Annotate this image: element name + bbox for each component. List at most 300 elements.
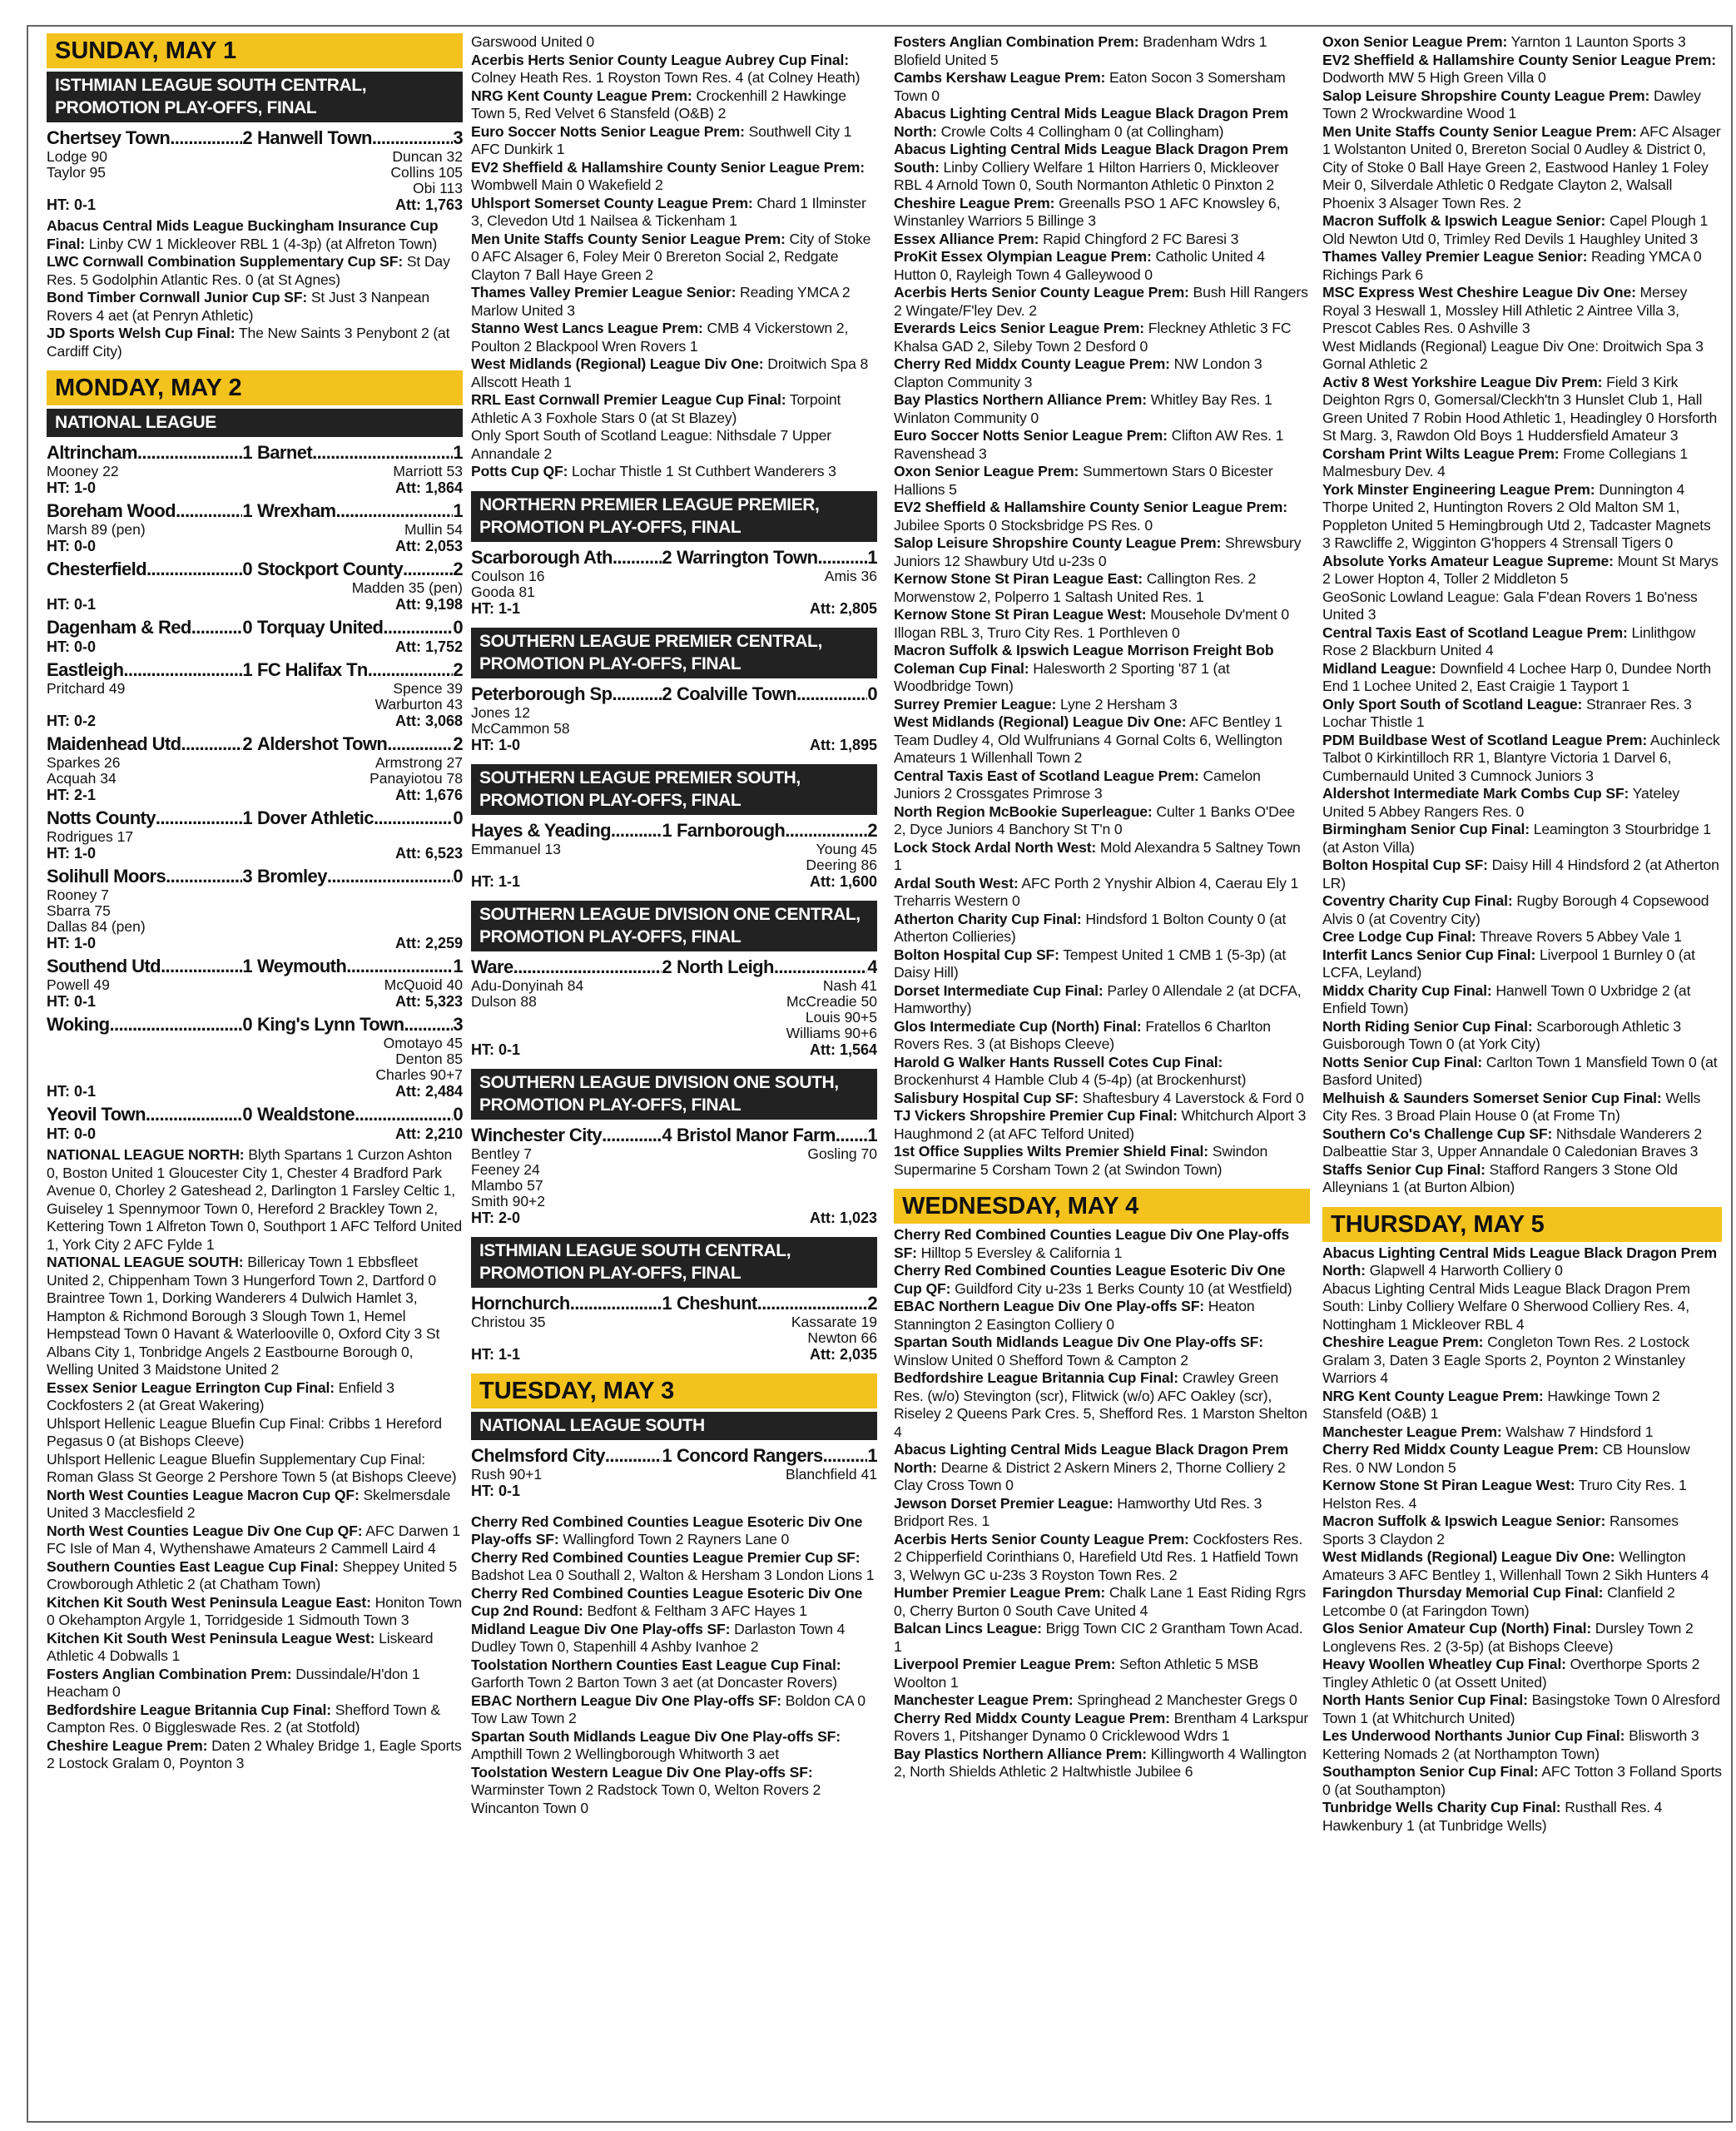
competition-name: Cherry Red Combined Counties League Premier Cup SF:	[471, 1548, 861, 1566]
half-time-score: HT: 1-1	[471, 872, 521, 890]
match-footer	[47, 196, 463, 214]
match-result	[471, 820, 877, 891]
result-text: Tempest United 1 CMB 1 (5-3p) (at Daisy Hill)	[894, 946, 1287, 981]
result-entry	[894, 427, 1310, 463]
result-text: Badshot Lea 0 Southall 2, Walton & Hersham 3 London Lions 1	[471, 1567, 875, 1583]
scorer: Marsh 89 (pen)	[47, 521, 146, 538]
competition-name: Aldershot Intermediate Mark Combs Cup SF:	[1322, 785, 1629, 802]
result-text: Swindon Supermarine 5 Corsham Town 2 (at Swindon Town)	[894, 1143, 1268, 1178]
match-footer	[47, 935, 463, 952]
competition-name: EV2 Sheffield & Hallamshire County Senior League Prem:	[471, 158, 865, 176]
result-text: Nithsdale Wanderers 2 Dalbeattie Star 3, Upper Annandale 0 Caledonian Braves 3	[1322, 1125, 1703, 1160]
home-team	[47, 442, 257, 464]
scoreline	[47, 807, 463, 829]
away-team-name: Bristol Manor Farm	[677, 1124, 836, 1145]
leader-dots	[513, 956, 662, 978]
result-text: Winslow United 0 Shefford Town & Campton 2	[894, 1351, 1188, 1369]
match-footer	[471, 1346, 877, 1364]
leader-dots	[327, 866, 454, 887]
competition-name: Abacus Lighting Central Mids League Black Dragon Prem North:	[894, 1441, 1289, 1476]
scoreline	[47, 1104, 463, 1125]
result-entry	[47, 1630, 463, 1666]
result-entry	[471, 159, 877, 195]
result-entry	[894, 1107, 1310, 1143]
scorer: Amis 36	[824, 567, 877, 584]
result-entry	[1322, 928, 1722, 946]
result-text: Blisworth 3 Kettering Nomads 2 (at Northampton Town)	[1322, 1727, 1699, 1762]
competition-name: EV2 Sheffield & Hallamshire County Senior League Prem:	[1322, 51, 1716, 68]
result-entry	[1322, 589, 1722, 624]
home-scorers	[47, 829, 255, 845]
section-heading	[471, 628, 877, 678]
scorers	[47, 977, 463, 993]
away-team-name: North Leigh	[677, 956, 774, 977]
scoreline	[47, 1014, 463, 1036]
competition-name: Abacus Lighting Central Mids League Black Dragon Prem North:	[894, 105, 1289, 140]
half-time-score: HT: 0-0	[47, 1125, 97, 1142]
result-text: Colney Heath Res. 1 Royston Town Res. 4 (at Colney Heath)	[471, 69, 861, 86]
scorer: Deering 86	[806, 856, 877, 873]
result-entry	[1322, 1090, 1722, 1125]
home-team	[471, 956, 677, 978]
competition-name: Stanno West Lancs League Prem:	[471, 320, 703, 336]
competition-name: Men Unite Staffs County Senior League Prem:	[471, 230, 786, 247]
home-scorers	[47, 149, 255, 196]
result-entry	[1322, 1244, 1722, 1280]
competition-name: RRL East Cornwall Premier League Cup Final:	[471, 391, 786, 408]
result-text: Garswood United 0	[471, 33, 595, 50]
result-text: Liverpool 1 Burnley 0 (at LCFA, Leyland)	[1322, 946, 1695, 981]
section-heading	[471, 1069, 877, 1120]
result-text: Heaton Stannington 2 Easington Colliery 0	[894, 1298, 1255, 1333]
competition-name: ProKit Essex Olympian League Prem:	[894, 248, 1152, 265]
away-scorers	[674, 569, 877, 600]
home-team-name: Solihull Moors	[47, 866, 166, 887]
scoreline	[47, 733, 463, 755]
result-text: Carlton Town 1 Mansfield Town 0 (at Basford United)	[1322, 1053, 1718, 1088]
away-score: 3	[453, 1014, 463, 1035]
result-text: Wellington Amateurs 3 AFC Bentley 1, Willenhall Town 2 Sikh Hunters 4	[1322, 1548, 1709, 1583]
scorer: Newton 66	[807, 1329, 877, 1346]
result-text: Droitwich Spa 8 Allscott Heath 1	[471, 355, 869, 390]
scorer: Mullin 54	[404, 521, 463, 538]
result-entry	[1322, 284, 1722, 338]
home-team	[47, 500, 257, 522]
scorer: Young 45	[816, 840, 877, 857]
home-scorers	[471, 978, 674, 1041]
results-text	[1322, 1244, 1722, 1835]
competition-name: Les Underwood Northants Junior Cup Final:	[1322, 1727, 1625, 1744]
half-time-score: HT: 2-0	[471, 1209, 521, 1226]
competition-name: NRG Kent County League Prem:	[471, 87, 692, 104]
home-team	[471, 1125, 677, 1146]
result-text: Yateley United 5 Abbey Rangers Res. 0	[1322, 785, 1680, 820]
result-entry	[1322, 52, 1722, 87]
away-team	[257, 1104, 463, 1125]
result-text: Boldon CA 0 Tow Law Town 2	[471, 1691, 866, 1726]
home-score: 1	[662, 1292, 672, 1314]
match-footer	[47, 713, 463, 730]
result-entry	[894, 463, 1310, 499]
match-result	[47, 617, 463, 656]
away-team	[677, 1445, 877, 1467]
match-footer	[47, 479, 463, 497]
leader-dots	[355, 1104, 453, 1125]
results-text	[471, 1513, 877, 1818]
result-text: Mousehole Dv'ment 0 Illogan RBL 3, Truro City Res. 1 Porthleven 0	[894, 606, 1289, 641]
result-entry	[1322, 481, 1722, 553]
home-score: 0	[242, 1014, 252, 1035]
result-text: Overthorpe Sports 2 Tingley Athletic 0 (at Ossett United)	[1322, 1656, 1700, 1691]
scorer: Adu-Donyinah 84	[471, 976, 584, 994]
attendance: Att: 2,259	[394, 935, 463, 951]
result-entry	[1322, 821, 1722, 857]
competition-name: West Midlands (Regional) League Div One:	[894, 713, 1187, 730]
home-team	[47, 659, 257, 681]
match-footer	[47, 787, 463, 804]
home-score: 1	[242, 659, 252, 680]
competition-name: Fosters Anglian Combination Prem:	[894, 33, 1139, 50]
away-team	[677, 820, 877, 842]
result-entry	[894, 696, 1310, 714]
match-result	[47, 866, 463, 952]
result-entry	[47, 1522, 463, 1558]
leader-dots	[170, 127, 242, 149]
away-score: 0	[453, 617, 463, 638]
result-text: Leamington 3 Stourbridge 1 (at Aston Villa)	[1322, 821, 1711, 856]
result-entry	[894, 33, 1310, 69]
result-text: Uhlsport Hellenic League Bluefin Cup Final: Cribbs 1 Hereford Pegasus 0 (at Bishops Cleeve)	[47, 1414, 442, 1449]
result-entry	[894, 875, 1310, 911]
half-time-score: HT: 1-1	[471, 599, 521, 617]
attendance: Att: 6,523	[394, 845, 463, 862]
away-team-name: Hanwell Town	[257, 127, 372, 148]
half-time-score: HT: 0-1	[47, 993, 97, 1010]
competition-name: Midland League Div One Play-offs SF:	[471, 1620, 731, 1637]
result-text: Downfield 4 Lochee Harp 0, Dundee North End 1 Lochee United 2, East Craigie 1 Tayport 1	[1322, 659, 1712, 694]
away-team	[677, 683, 877, 705]
leader-dots	[605, 1445, 662, 1467]
competition-name: Kernow Stone St Piran League West:	[1322, 1477, 1575, 1493]
result-entry	[47, 1379, 463, 1415]
away-team-name: Barnet	[257, 442, 313, 463]
away-team	[677, 547, 877, 569]
result-text: Springhead 2 Manchester Gregs 0	[1073, 1691, 1297, 1708]
home-score: 3	[242, 866, 252, 887]
result-text: Garforth Town 2 Barton Town 3 aet (at Doncaster Rovers)	[471, 1674, 837, 1691]
result-entry	[1322, 33, 1722, 52]
result-entry	[894, 248, 1310, 284]
result-entry	[1322, 445, 1722, 481]
result-text: St Just 3 Nanpean Rovers 4 aet (at Penryn Athletic)	[47, 289, 430, 324]
result-entry	[471, 1764, 877, 1818]
scorers	[47, 829, 463, 845]
home-score: 0	[242, 559, 252, 579]
away-score: 3	[453, 127, 463, 148]
away-team-name: Weymouth	[257, 956, 347, 976]
result-text: Dawley Town 2 Wrockwardine Wood 1	[1322, 87, 1701, 122]
result-entry	[894, 284, 1310, 320]
away-team-name: Stockport County	[257, 559, 403, 579]
result-text: Capel Plough 1 Old Newton Utd 0, Trimley Red Devils 1 Haughley United 3	[1322, 212, 1709, 247]
competition-name: Kitchen Kit South West Peninsula League East:	[47, 1593, 371, 1611]
result-entry	[471, 1585, 877, 1621]
result-entry	[894, 1369, 1310, 1441]
result-text: Eaton Socon 3 Somersham Town 0	[894, 69, 1286, 104]
result-entry	[471, 1692, 877, 1728]
section-heading-line: SOUTHERN LEAGUE PREMIER SOUTH,	[479, 767, 801, 787]
result-entry	[471, 195, 877, 231]
section-heading-line: SOUTHERN LEAGUE DIVISION ONE SOUTH,	[479, 1072, 839, 1092]
competition-name: Central Taxis East of Scotland League Prem:	[894, 767, 1199, 784]
scorer: Dallas 84 (pen)	[47, 918, 146, 935]
competition-name: Salop Leisure Shropshire County League Prem:	[1322, 87, 1650, 104]
scorer: Denton 85	[395, 1051, 463, 1067]
result-text: Rugby Borough 4 Copsewood Alvis 0 (at Coventry City)	[1322, 892, 1709, 927]
away-score: 0	[453, 866, 463, 887]
home-team	[47, 617, 257, 638]
result-text: Reading YMCA 0 Richings Park 6	[1322, 248, 1702, 283]
result-text: CB Hounslow Res. 0 NW London 5	[1322, 1441, 1690, 1476]
scorers	[47, 681, 463, 713]
result-text: Linby Colliery Welfare 1 Hilton Harriers 0, Mickleover RBL 4 Arnold Town 0, South Normanton Athletic 0 Pinxton 2	[894, 158, 1279, 193]
scorer: Obi 113	[413, 180, 463, 196]
match-footer	[47, 845, 463, 862]
home-team-name: Winchester City	[471, 1124, 603, 1145]
away-team	[257, 1014, 463, 1036]
scorer: Jones 12	[471, 703, 531, 721]
competition-name: Euro Soccer Notts Senior League Prem:	[894, 427, 1168, 444]
leader-dots	[166, 866, 242, 887]
scorers	[471, 842, 877, 873]
result-entry	[471, 1657, 877, 1692]
result-text: Halesworth 2 Sporting '87 1 (at Woodbridge Town)	[894, 659, 1230, 694]
competition-name: West Midlands (Regional) League Div One:	[471, 355, 764, 372]
home-team	[47, 956, 257, 977]
result-entry	[1322, 1513, 1722, 1548]
home-scorers	[471, 705, 674, 737]
competition-name: Cree Lodge Cup Final:	[1322, 928, 1476, 945]
competition-name: Kernow Stone St Piran League East:	[894, 570, 1143, 587]
away-team	[257, 442, 463, 464]
competition-name: Cherry Red Combined Counties League Esoteric Div One Cup QF:	[894, 1262, 1286, 1297]
scorer: Sparkes 26	[47, 754, 121, 771]
home-team-name: Southend Utd	[47, 956, 161, 976]
scorers	[471, 705, 877, 737]
match-result	[471, 1445, 877, 1500]
day-heading-tuesday: TUESDAY, MAY 3	[471, 1373, 877, 1408]
competition-name: Macron Suffolk & Ipswich League Morrison Freight Bob Coleman Cup Final:	[894, 642, 1274, 677]
competition-name: Salop Leisure Shropshire County League Prem:	[894, 534, 1222, 551]
leader-dots	[836, 1125, 867, 1146]
competition-name: NATIONAL LEAGUE SOUTH:	[47, 1254, 244, 1270]
home-team-name: Boreham Wood	[47, 500, 176, 521]
result-text: Dodworth MW 5 High Green Villa 0	[1322, 69, 1546, 86]
result-text: Walshaw 7 Hindsford 1	[1501, 1423, 1654, 1440]
section-heading	[471, 764, 877, 815]
leader-dots	[383, 617, 453, 638]
leader-dots	[611, 820, 662, 842]
day-heading-monday: MONDAY, MAY 2	[47, 370, 463, 405]
competition-name: Abacus Lighting Central Mids League Black Dragon Prem South:	[894, 141, 1289, 176]
competition-name: Liverpool Premier League Prem:	[894, 1656, 1116, 1672]
result-text: AFC Alsager 1 Wolstanton United 0, Brereton Social 0 Audley & District 0, City of Stoke 0 Ball Haye Green 2, Eastwood Hanley 1 Foley Meir 0, Silverdale Athletic 0 Redgate Clayton 2, Walsall Phoenix 3 Alsager Town Res. 2	[1322, 122, 1721, 211]
result-entry	[1322, 338, 1722, 374]
scorer: Gooda 81	[471, 583, 535, 600]
attendance: Att: 1,752	[394, 638, 463, 655]
away-team	[677, 1293, 877, 1314]
away-score: 1	[867, 1444, 877, 1466]
competition-name: Essex Senior League Errington Cup Final:	[47, 1378, 335, 1396]
result-entry	[471, 123, 877, 159]
result-entry	[1322, 732, 1722, 786]
match-footer	[471, 600, 877, 618]
result-entry	[894, 1656, 1310, 1691]
half-time-score: HT: 0-2	[47, 713, 97, 729]
result-text: Ampthill Town 2 Wellingborough Whitworth 3 aet	[471, 1746, 779, 1762]
result-text: Whitley Bay Res. 1 Winlaton Community 0	[894, 391, 1272, 426]
away-score: 0	[453, 807, 463, 828]
result-text: AFC Darwen 1 FC Isle of Man 4, Wythenshawe Amateurs 2 Cammell Laird 4	[47, 1522, 460, 1557]
leader-dots	[404, 1014, 454, 1036]
competition-name: North West Counties League Macron Cup QF:	[47, 1486, 360, 1503]
home-score: 0	[242, 617, 252, 638]
away-scorers	[255, 1036, 463, 1083]
result-entry	[471, 1549, 877, 1585]
scorer: McCammon 58	[471, 719, 570, 737]
away-team-name: Wealdstone	[257, 1104, 355, 1125]
competition-name: Macron Suffolk & Ipswich League Senior:	[1322, 212, 1606, 229]
home-team	[47, 733, 257, 755]
scorer: Warburton 43	[374, 696, 463, 713]
result-entry	[1322, 1125, 1722, 1161]
result-entry	[1322, 1423, 1722, 1442]
result-entry	[1322, 553, 1722, 589]
away-score: 4	[867, 956, 877, 977]
result-entry	[1322, 1763, 1722, 1799]
results-text	[894, 33, 1310, 1179]
result-text: Truro City Res. 1 Helston Res. 4	[1322, 1477, 1687, 1512]
away-score: 2	[867, 1292, 877, 1314]
attendance: Att: 1,895	[809, 736, 877, 753]
match-footer	[47, 1083, 463, 1100]
result-entry	[471, 391, 877, 427]
result-text: Yarnton 1 Launton Sports 3	[1507, 33, 1686, 50]
leader-dots	[368, 659, 454, 681]
competition-name: Middx Charity Cup Final:	[1322, 981, 1492, 999]
competition-name: Abacus Central Mids League Buckingham Insurance Cup Final:	[47, 217, 439, 252]
result-entry	[47, 1594, 463, 1630]
away-team	[257, 956, 463, 977]
competition-name: EBAC Northern League Div One Play-offs SF:	[894, 1298, 1204, 1314]
competition-name: Cherry Red Combined Counties League Div One Play-offs SF:	[894, 1226, 1289, 1261]
away-team	[257, 733, 463, 755]
competition-name: Dorset Intermediate Cup Final:	[894, 981, 1104, 999]
competition-name: Spartan South Midlands League Div One Play-offs SF:	[471, 1727, 841, 1745]
leader-dots	[137, 442, 242, 464]
attendance: Att: 1,600	[809, 872, 877, 890]
away-scorers	[674, 978, 877, 1041]
away-score: 1	[867, 1124, 877, 1145]
result-text: Bedfont & Feltham 3 AFC Hayes 1	[583, 1602, 807, 1619]
half-time-score: HT: 0-1	[47, 196, 97, 213]
result-entry	[471, 1513, 877, 1549]
result-entry	[471, 1621, 877, 1657]
result-text: Brigg Town CIC 2 Grantham Town Acad. 1	[894, 1620, 1303, 1655]
competition-name: Acerbis Herts Senior County League Prem:	[894, 1530, 1189, 1547]
result-entry	[894, 1226, 1310, 1262]
attendance: Att: 1,864	[394, 479, 463, 496]
result-text: The New Saints 3 Penybont 2 (at Cardiff City)	[47, 325, 450, 360]
away-team-name: Warrington Town	[677, 546, 818, 568]
attendance: Att: 5,323	[394, 993, 463, 1010]
attendance: Att: 3,068	[394, 713, 463, 729]
away-scorers	[674, 1467, 877, 1483]
result-entry	[894, 1441, 1310, 1495]
result-entry	[894, 1691, 1310, 1710]
result-text: Wells City Res. 3 Broad Plain House 0 (at Frome Tn)	[1322, 1089, 1701, 1124]
competition-name: Bay Plastics Northern Alliance Prem:	[894, 1745, 1147, 1762]
leader-dots	[372, 127, 454, 149]
result-text: Glapwell 4 Harworth Colliery 0	[1365, 1262, 1563, 1279]
home-team	[47, 1014, 257, 1036]
leader-dots	[403, 559, 453, 580]
result-text: Crawley Green Res. (w/o) Stevington (scr), Flitwick (w/o) AFC Oakley (scr), Riseley 2 Queens Park Cres. 5, Shefford Res. 1 Marston Shelton 4	[894, 1369, 1307, 1440]
result-text: Clifton AW Res. 1 Ravenshead 3	[894, 427, 1284, 462]
away-score: 0	[867, 683, 877, 704]
match-result	[471, 683, 877, 754]
competition-name: PDM Buildbase West of Scotland League Prem:	[1322, 731, 1648, 748]
result-text: Daten 2 Whaley Bridge 1, Eagle Sports 2 Lostock Gralam 0, Poynton 3	[47, 1736, 462, 1771]
result-entry	[894, 1710, 1310, 1746]
competition-name: Midland League:	[1322, 659, 1436, 677]
scorer: Emmanuel 13	[471, 840, 561, 857]
result-text: Wallingford Town 2 Rayners Lane 0	[558, 1531, 790, 1547]
result-text: Sefton Athletic 5 MSB Woolton 1	[894, 1656, 1259, 1691]
result-entry	[894, 499, 1310, 534]
home-scorers	[47, 464, 255, 479]
result-text: Lochar Thistle 1 St Cuthbert Wanderers 3	[568, 463, 836, 479]
match-footer	[47, 993, 463, 1011]
result-text: Frome Collegians 1 Malmesbury Dev. 4	[1322, 445, 1689, 479]
half-time-score: HT: 2-1	[47, 787, 97, 803]
result-text: Catholic United 4 Hutton 0, Rayleigh Town 4 Galleywood 0	[894, 248, 1265, 283]
result-text: Dearne & District 2 Askern Miners 2, Thorne Colliery 2 Clay Cross Town 0	[894, 1458, 1286, 1493]
match-list	[47, 127, 463, 214]
result-text: City of Stoke 0 AFC Alsager 6, Foley Meir 0 Brereton Social 2, Redgate Clayton 7 Ball Haye Green 2	[471, 230, 871, 283]
section-heading	[471, 1412, 877, 1440]
away-scorers	[255, 681, 463, 713]
result-text: Darlaston Town 4 Dudley Town 0, Stapenhill 4 Ashby Ivanhoe 2	[471, 1620, 846, 1655]
section-heading-line: SOUTHERN LEAGUE PREMIER CENTRAL,	[479, 631, 822, 651]
result-entry	[1322, 892, 1722, 928]
match-footer	[471, 737, 877, 754]
competition-name: Everards Leics Senior League Prem:	[894, 320, 1144, 336]
away-team-name: Concord Rangers	[677, 1444, 823, 1466]
away-team	[257, 659, 463, 681]
result-text: Hilltop 5 Eversley & California 1	[916, 1244, 1123, 1261]
away-team-name: Torquay United	[257, 617, 384, 638]
away-score: 1	[453, 500, 463, 521]
result-entry	[894, 105, 1310, 141]
result-entry	[471, 284, 877, 320]
away-scorers	[255, 464, 463, 479]
away-team	[257, 807, 463, 829]
match-footer	[47, 596, 463, 613]
scorer: Rooney 7	[47, 887, 109, 903]
competition-name: NATIONAL LEAGUE NORTH:	[47, 1146, 245, 1163]
result-text: Rusthall Res. 4 Hawkenbury 1 (at Tunbridge Wells)	[1322, 1799, 1663, 1834]
